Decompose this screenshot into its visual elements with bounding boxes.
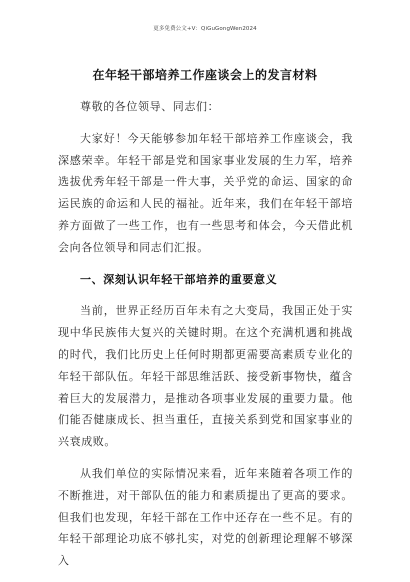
intro-paragraph: 大家好！今天能够参加年轻干部培养工作座谈会，我深感荣幸。年轻干部是党和国家事业发展的生力军，培养选拔优秀年轻干部是一件大事，关乎党的命运、国家的命运民族的命运和人民的福祉。近年来，我们在年轻干部培养方面做了一些工作，也有一些思考和体会，今天借此机会向各位领导和同志们汇报。 bbox=[58, 131, 353, 254]
body-paragraph: 当前，世界正经历百年未有之大变局，我国正处于实现中华民族伟大复兴的关键时期。在这个充满机遇和挑战的时代，我们比历史上任何时期都更需要高素质专业化的年轻干部队伍。年轻干部思维活跃、接受新事物快，蕴含着巨大的发展潜力，是推动各项事业发展的重要力量。他们能否健康成长、担当重任，直接关系到党和国家事业的兴衰成败。 bbox=[58, 304, 353, 449]
document-body bbox=[58, 96, 353, 582]
document-title: 在年轻干部培养工作座谈会上的发言材料 bbox=[92, 68, 318, 82]
header-note: 更多免费公文+V：QiGuGongWen2024 bbox=[153, 26, 257, 32]
salutation: 尊敬的各位领导、同志们： bbox=[80, 100, 220, 113]
section-heading: 一、深刻认识年轻干部培养的重要意义 bbox=[80, 272, 278, 286]
body-paragraph: 从我们单位的实际情况来看，近年来随着各项工作的不断推进，对干部队伍的能力和素质提出了更高的要求。但我们也发现，年轻干部在工作中还存在一些不足。有的年轻干部理论功底不够扎实，对党的创新理论理解不够深入 bbox=[58, 466, 353, 568]
